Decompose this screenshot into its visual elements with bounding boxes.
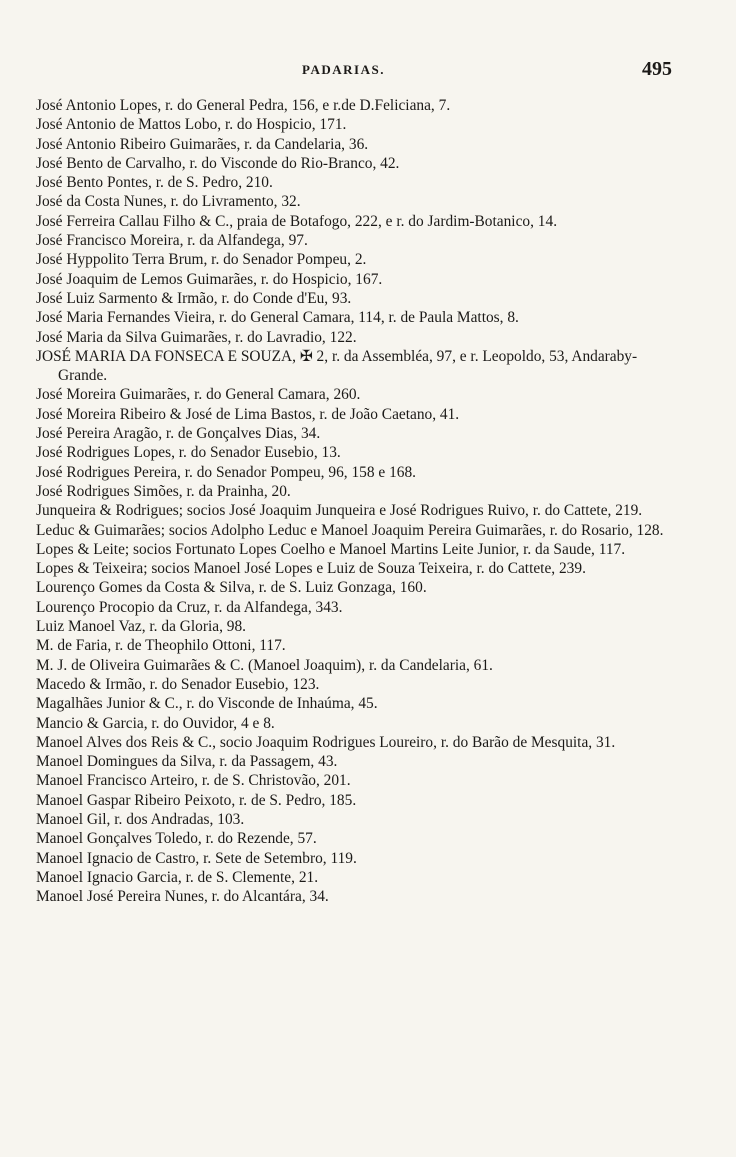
section-title: PADARIAS. xyxy=(302,62,385,77)
list-item: Lourenço Procopio da Cruz, r. da Alfandega, 343. xyxy=(36,598,343,616)
list-item: Manoel Gil, r. dos Andradas, 103. xyxy=(36,810,245,828)
list-item: José Rodrigues Pereira, r. do Senador Pompeu, 96, 158 e 168. xyxy=(36,463,417,481)
directory-listing xyxy=(36,96,676,906)
list-item: Mancio & Garcia, r. do Ouvidor, 4 e 8. xyxy=(36,714,275,732)
list-item: José Francisco Moreira, r. da Alfandega, 97. xyxy=(36,232,308,250)
list-item: José Hyppolito Terra Brum, r. do Senador Pompeu, 2. xyxy=(36,251,367,269)
list-item: Magalhães Junior & C., r. do Visconde de Inhaúma, 45. xyxy=(36,695,378,713)
list-item: Manoel Ignacio Garcia, r. de S. Clemente, 21. xyxy=(36,868,319,886)
page-header xyxy=(0,58,736,86)
list-item: José Pereira Aragão, r. de Gonçalves Dias, 34. xyxy=(36,425,321,443)
list-item: Manoel José Pereira Nunes, r. do Alcantára, 34. xyxy=(36,888,329,906)
list-item: José Antonio Lopes, r. do General Pedra, 156, e r.de D.Feliciana, 7. xyxy=(36,97,451,114)
list-item: José Bento Pontes, r. de S. Pedro, 210. xyxy=(36,174,273,192)
list-item: M. de Faria, r. de Theophilo Ottoni, 117. xyxy=(36,637,286,655)
list-item: Leduc & Guimarães; socios Adolpho Leduc e Manoel Joaquim Pereira Guimarães, r. do Rosario, 128. xyxy=(36,521,664,539)
list-item: Macedo & Irmão, r. do Senador Eusebio, 123. xyxy=(36,675,320,693)
list-item: José Rodrigues Lopes, r. do Senador Eusebio, 13. xyxy=(36,444,341,462)
list-item: M. J. de Oliveira Guimarães & C. (Manoel Joaquim), r. da Candelaria, 61. xyxy=(36,656,493,674)
list-item: José Antonio de Mattos Lobo, r. do Hospicio, 171. xyxy=(36,116,347,134)
list-item: Lopes & Leite; socios Fortunato Lopes Coelho e Manoel Martins Leite Junior, r. da Saude, 117. xyxy=(36,540,626,558)
list-item: José Luiz Sarmento & Irmão, r. do Conde d'Eu, 93. xyxy=(36,289,352,307)
list-item: José Antonio Ribeiro Guimarães, r. da Candelaria, 36. xyxy=(36,135,369,153)
list-item: Manoel Ignacio de Castro, r. Sete de Setembro, 119. xyxy=(36,849,357,867)
list-item: José Joaquim de Lemos Guimarães, r. do Hospicio, 167. xyxy=(36,270,383,288)
list-item: José Rodrigues Simões, r. da Prainha, 20. xyxy=(36,482,291,500)
list-item: Manoel Francisco Arteiro, r. de S. Christovão, 201. xyxy=(36,772,351,790)
page-number: 495 xyxy=(642,58,672,80)
list-item: Manoel Alves dos Reis & C., socio Joaquim Rodrigues Loureiro, r. do Barão de Mesquita, 31. xyxy=(36,733,616,751)
list-item: José da Costa Nunes, r. do Livramento, 32. xyxy=(36,193,301,211)
list-item: Manoel Gonçalves Toledo, r. do Rezende, 57. xyxy=(36,830,317,848)
list-item: Junqueira & Rodrigues; socios José Joaquim Junqueira e José Rodrigues Ruivo, r. do Cattete, 219. xyxy=(36,502,643,520)
list-item: Manoel Domingues da Silva, r. da Passagem, 43. xyxy=(36,753,338,771)
list-item: José Ferreira Callau Filho & C., praia de Botafogo, 222, e r. do Jardim-Botanico, 14. xyxy=(36,212,558,230)
list-item: Lourenço Gomes da Costa & Silva, r. de S. Luiz Gonzaga, 160. xyxy=(36,579,427,597)
list-item: José Moreira Ribeiro & José de Lima Bastos, r. de João Caetano, 41. xyxy=(36,405,460,423)
list-item: José Maria Fernandes Vieira, r. do General Camara, 114, r. de Paula Mattos, 8. xyxy=(36,309,519,327)
list-item: José Maria da Silva Guimarães, r. do Lavradio, 122. xyxy=(36,328,357,346)
list-item: José Moreira Guimarães, r. do General Camara, 260. xyxy=(36,386,361,404)
list-item: Manoel Gaspar Ribeiro Peixoto, r. de S. Pedro, 185. xyxy=(36,791,357,809)
list-item: José Bento de Carvalho, r. do Visconde do Rio-Branco, 42. xyxy=(36,154,400,172)
list-item: JOSÉ MARIA DA FONSECA E SOUZA, ✠ 2, r. da Assembléa, 97, e r. Leopoldo, 53, Andaraby-Grande. xyxy=(36,347,638,385)
list-item: Lopes & Teixeira; socios Manoel José Lopes e Luiz de Souza Teixeira, r. do Cattete, 239. xyxy=(36,560,586,578)
list-item: Luiz Manoel Vaz, r. da Gloria, 98. xyxy=(36,618,246,636)
